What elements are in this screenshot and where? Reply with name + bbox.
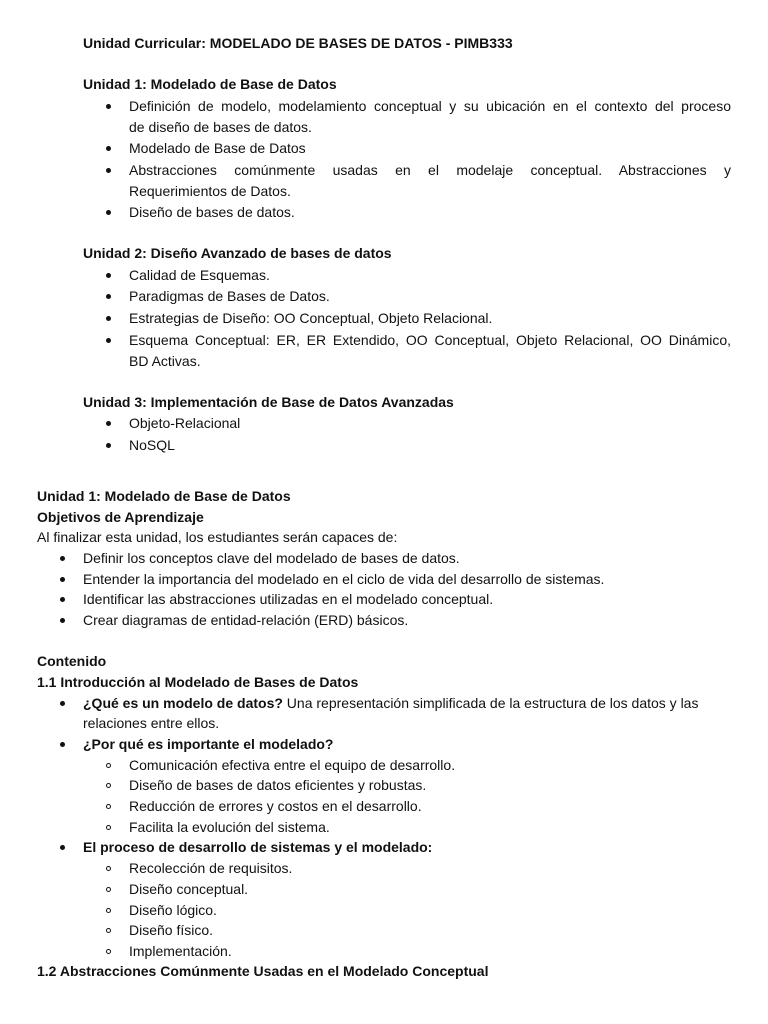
circle-bullet-icon <box>106 763 111 768</box>
section-1-1-heading: 1.1 Introducción al Modelado de Bases de Datos <box>37 674 359 690</box>
content-heading: Contenido <box>37 653 107 669</box>
syllabus-item-cont: Requerimientos de Datos. <box>129 183 291 199</box>
bullet-icon <box>106 168 111 173</box>
syllabus-unit-2-heading: Unidad 2: Diseño Avanzado de bases de datos <box>83 245 392 261</box>
why-item: Comunicación efectiva entre el equipo de desarrollo. <box>129 757 456 773</box>
objectives-intro: Al finalizar esta unidad, los estudiantes serán capaces de: <box>37 529 398 545</box>
why-heading: ¿Por qué es importante el modelado? <box>83 736 334 752</box>
objective-item: Identificar las abstracciones utilizadas en el modelado conceptual. <box>83 591 494 607</box>
objective-item: Entender la importancia del modelado en el ciclo de vida del desarrollo de sistemas. <box>83 571 605 587</box>
syllabus-item: Estrategias de Diseño: OO Conceptual, Objeto Relacional. <box>129 310 493 326</box>
objective-item: Crear diagramas de entidad-relación (ERD) básicos. <box>83 612 409 628</box>
bullet-icon <box>106 421 111 426</box>
circle-bullet-icon <box>106 825 111 830</box>
why-item: Facilita la evolución del sistema. <box>129 819 330 835</box>
unit-1-heading: Unidad 1: Modelado de Base de Datos <box>37 488 291 504</box>
bullet-icon <box>60 577 65 582</box>
syllabus-item: Calidad de Esquemas. <box>129 267 270 283</box>
what-is-definition: Una representación simplificada de la estructura de los datos y las <box>282 695 699 711</box>
bullet-icon <box>106 146 111 151</box>
syllabus-item: Esquema Conceptual: ER, ER Extendido, OO Conceptual, Objeto Relacional, OO Dinámico, <box>129 332 731 348</box>
syllabus-item: Modelado de Base de Datos <box>129 140 306 156</box>
process-item: Diseño lógico. <box>129 902 217 918</box>
bullet-icon <box>106 316 111 321</box>
circle-bullet-icon <box>106 887 111 892</box>
bullet-icon <box>60 701 65 706</box>
syllabus-item: Paradigmas de Bases de Datos. <box>129 288 330 304</box>
circle-bullet-icon <box>106 928 111 933</box>
bullet-icon <box>106 338 111 343</box>
why-item: Diseño de bases de datos eficientes y robustas. <box>129 777 427 793</box>
bullet-icon <box>106 443 111 448</box>
objectives-heading: Objetivos de Aprendizaje <box>37 509 204 525</box>
syllabus-item: NoSQL <box>129 437 175 453</box>
process-item: Diseño conceptual. <box>129 881 249 897</box>
circle-bullet-icon <box>106 804 111 809</box>
syllabus-unit-3-heading: Unidad 3: Implementación de Base de Datos Avanzadas <box>83 394 454 410</box>
what-is-item-cont: relaciones entre ellos. <box>83 715 220 731</box>
circle-bullet-icon <box>106 908 111 913</box>
bullet-icon <box>60 597 65 602</box>
what-is-item <box>83 694 698 712</box>
syllabus-item: Objeto-Relacional <box>129 415 241 431</box>
objective-item: Definir los conceptos clave del modelado de bases de datos. <box>83 550 460 566</box>
bullet-icon <box>106 273 111 278</box>
syllabus-item: Abstracciones comúnmente usadas en el modelaje conceptual. Abstracciones y <box>129 162 731 178</box>
process-item: Diseño físico. <box>129 922 214 938</box>
bullet-icon <box>60 618 65 623</box>
why-item: Reducción de errores y costos en el desarrollo. <box>129 798 422 814</box>
bullet-icon <box>106 210 111 215</box>
bullet-icon <box>60 556 65 561</box>
bullet-icon <box>60 845 65 850</box>
syllabus-item: Diseño de bases de datos. <box>129 204 295 220</box>
circle-bullet-icon <box>106 783 111 788</box>
process-heading: El proceso de desarrollo de sistemas y el modelado: <box>83 839 433 855</box>
process-item: Implementación. <box>129 943 232 959</box>
syllabus-unit-1-heading: Unidad 1: Modelado de Base de Datos <box>83 76 337 92</box>
syllabus-item-cont: de diseño de bases de datos. <box>129 119 312 135</box>
course-title: Unidad Curricular: MODELADO DE BASES DE DATOS - PIMB333 <box>83 35 513 51</box>
bullet-icon <box>106 104 111 109</box>
what-is-term: ¿Qué es un modelo de datos? <box>83 695 283 711</box>
section-1-2-heading: 1.2 Abstracciones Comúnmente Usadas en el Modelado Conceptual <box>37 963 489 979</box>
circle-bullet-icon <box>106 866 111 871</box>
bullet-icon <box>106 294 111 299</box>
process-item: Recolección de requisitos. <box>129 860 293 876</box>
syllabus-item: Definición de modelo, modelamiento conceptual y su ubicación en el contexto del proceso <box>129 98 731 114</box>
circle-bullet-icon <box>106 949 111 954</box>
bullet-icon <box>60 742 65 747</box>
syllabus-item-cont: BD Activas. <box>129 353 201 369</box>
